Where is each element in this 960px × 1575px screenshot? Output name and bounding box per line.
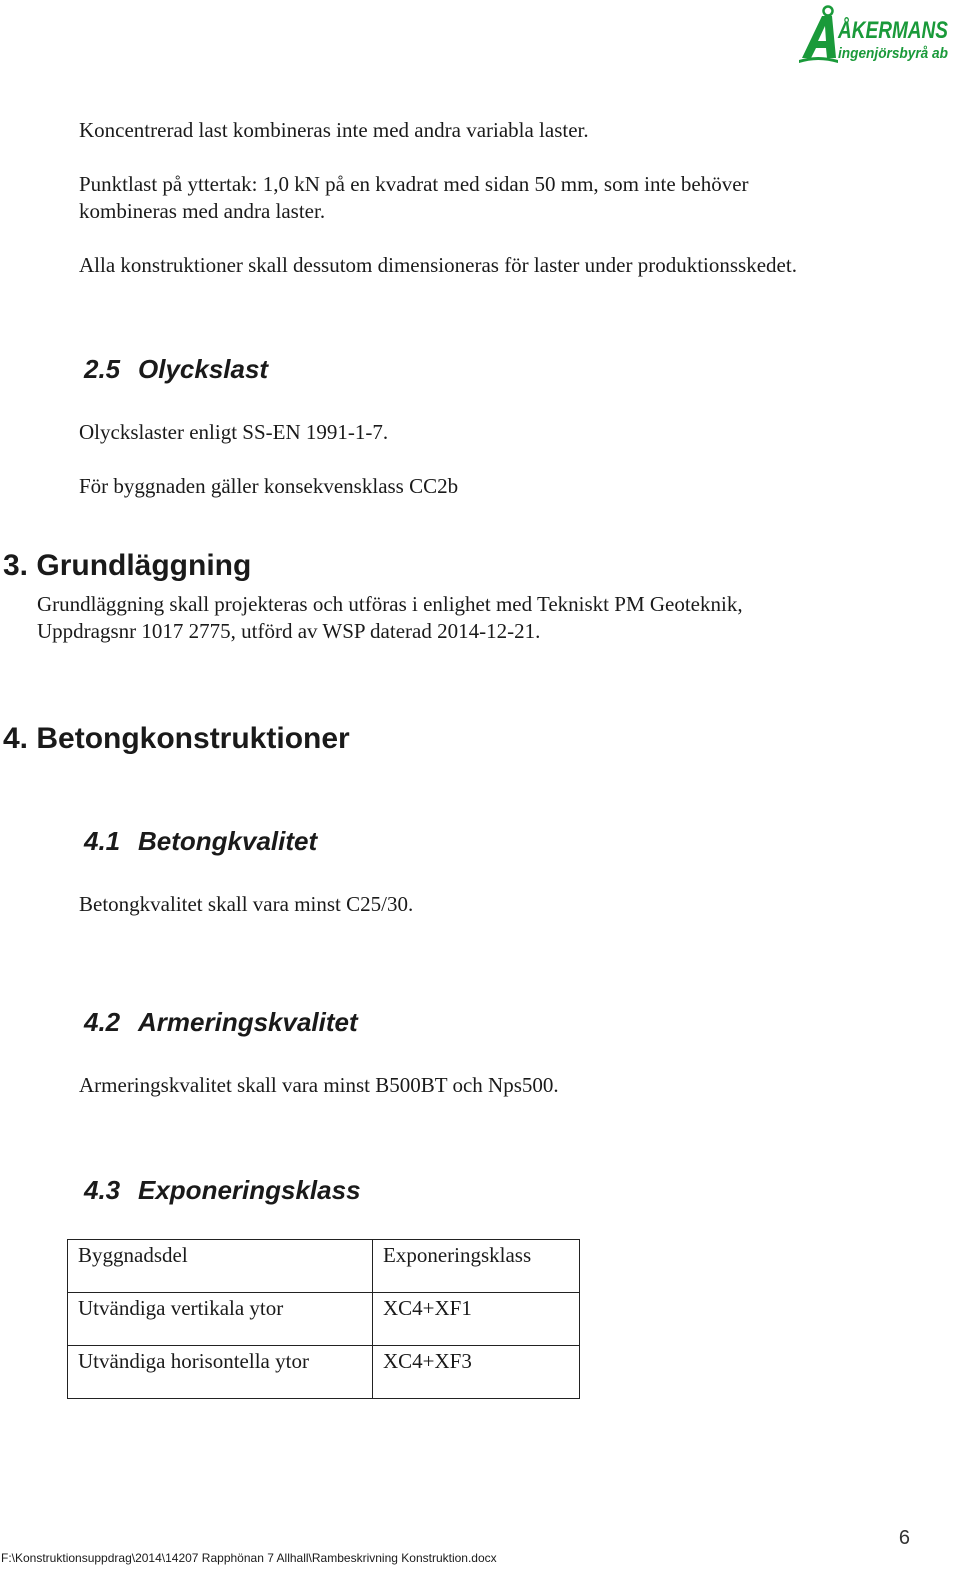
table-cell: Utvändiga horisontella ytor <box>68 1346 373 1399</box>
footer-file-path: F:\Konstruktionsuppdrag\2014\14207 Rapphönan 7 Allhall\Rambeskrivning Konstruktion.docx <box>1 1551 497 1565</box>
page-number: 6 <box>898 1527 910 1549</box>
paragraph-point-load-line2: kombineras med andra laster. <box>79 199 326 223</box>
exposure-class-table <box>67 1239 580 1399</box>
heading-4-1-title: Betongkvalitet <box>138 826 318 856</box>
heading-3-foundation: 3. Grundläggning <box>3 549 252 582</box>
table-row <box>68 1293 580 1346</box>
heading-4-2 <box>84 1007 358 1038</box>
heading-4-2-number: 4.2 <box>84 1007 121 1037</box>
paragraph-production-loads: Alla konstruktioner skall dessutom dimensioneras för laster under produktionsskedet. <box>79 253 797 277</box>
logo-text: ÅKERMANS <box>837 17 948 44</box>
reinforcement-quality-text: Armeringskvalitet skall vara minst B500BT och Nps500. <box>79 1073 559 1097</box>
heading-4-1 <box>84 826 317 857</box>
foundation-text-line2: Uppdragsnr 1017 2775, utförd av WSP daterad 2014-12-21. <box>37 619 541 643</box>
accident-load-text: Olyckslaster enligt SS-EN 1991-1-7. <box>79 420 389 444</box>
heading-4-1-number: 4.1 <box>84 826 121 856</box>
heading-4-3 <box>84 1175 361 1206</box>
heading-4-concrete: 4. Betongkonstruktioner <box>3 722 350 755</box>
foundation-text-line1: Grundläggning skall projekteras och utföras i enlighet med Tekniskt PM Geoteknik, <box>37 592 743 616</box>
table-cell: Utvändiga vertikala ytor <box>68 1293 373 1346</box>
company-logo <box>798 4 950 64</box>
table-header-cell: Byggnadsdel <box>68 1240 373 1293</box>
heading-2-5-number: 2.5 <box>84 354 121 384</box>
table-header-row <box>68 1240 580 1293</box>
heading-2-5-title: Olyckslast <box>138 354 269 384</box>
logo-subtext: ingenjörsbyrå ab <box>838 45 948 62</box>
concrete-quality-text: Betongkvalitet skall vara minst C25/30. <box>79 892 414 916</box>
table-cell: XC4+XF3 <box>373 1346 580 1399</box>
table-cell: XC4+XF1 <box>373 1293 580 1346</box>
heading-2-5 <box>84 354 268 385</box>
heading-4-3-number: 4.3 <box>84 1175 121 1205</box>
paragraph-concentrated-load: Koncentrerad last kombineras inte med andra variabla laster. <box>79 118 589 142</box>
table-header-cell: Exponeringsklass <box>373 1240 580 1293</box>
heading-4-3-title: Exponeringsklass <box>138 1175 361 1205</box>
table-row <box>68 1346 580 1399</box>
heading-4-2-title: Armeringskvalitet <box>138 1007 358 1037</box>
consequence-class-text: För byggnaden gäller konsekvensklass CC2b <box>79 474 459 498</box>
paragraph-point-load-line1: Punktlast på yttertak: 1,0 kN på en kvadrat med sidan 50 mm, som inte behöver <box>79 172 749 196</box>
